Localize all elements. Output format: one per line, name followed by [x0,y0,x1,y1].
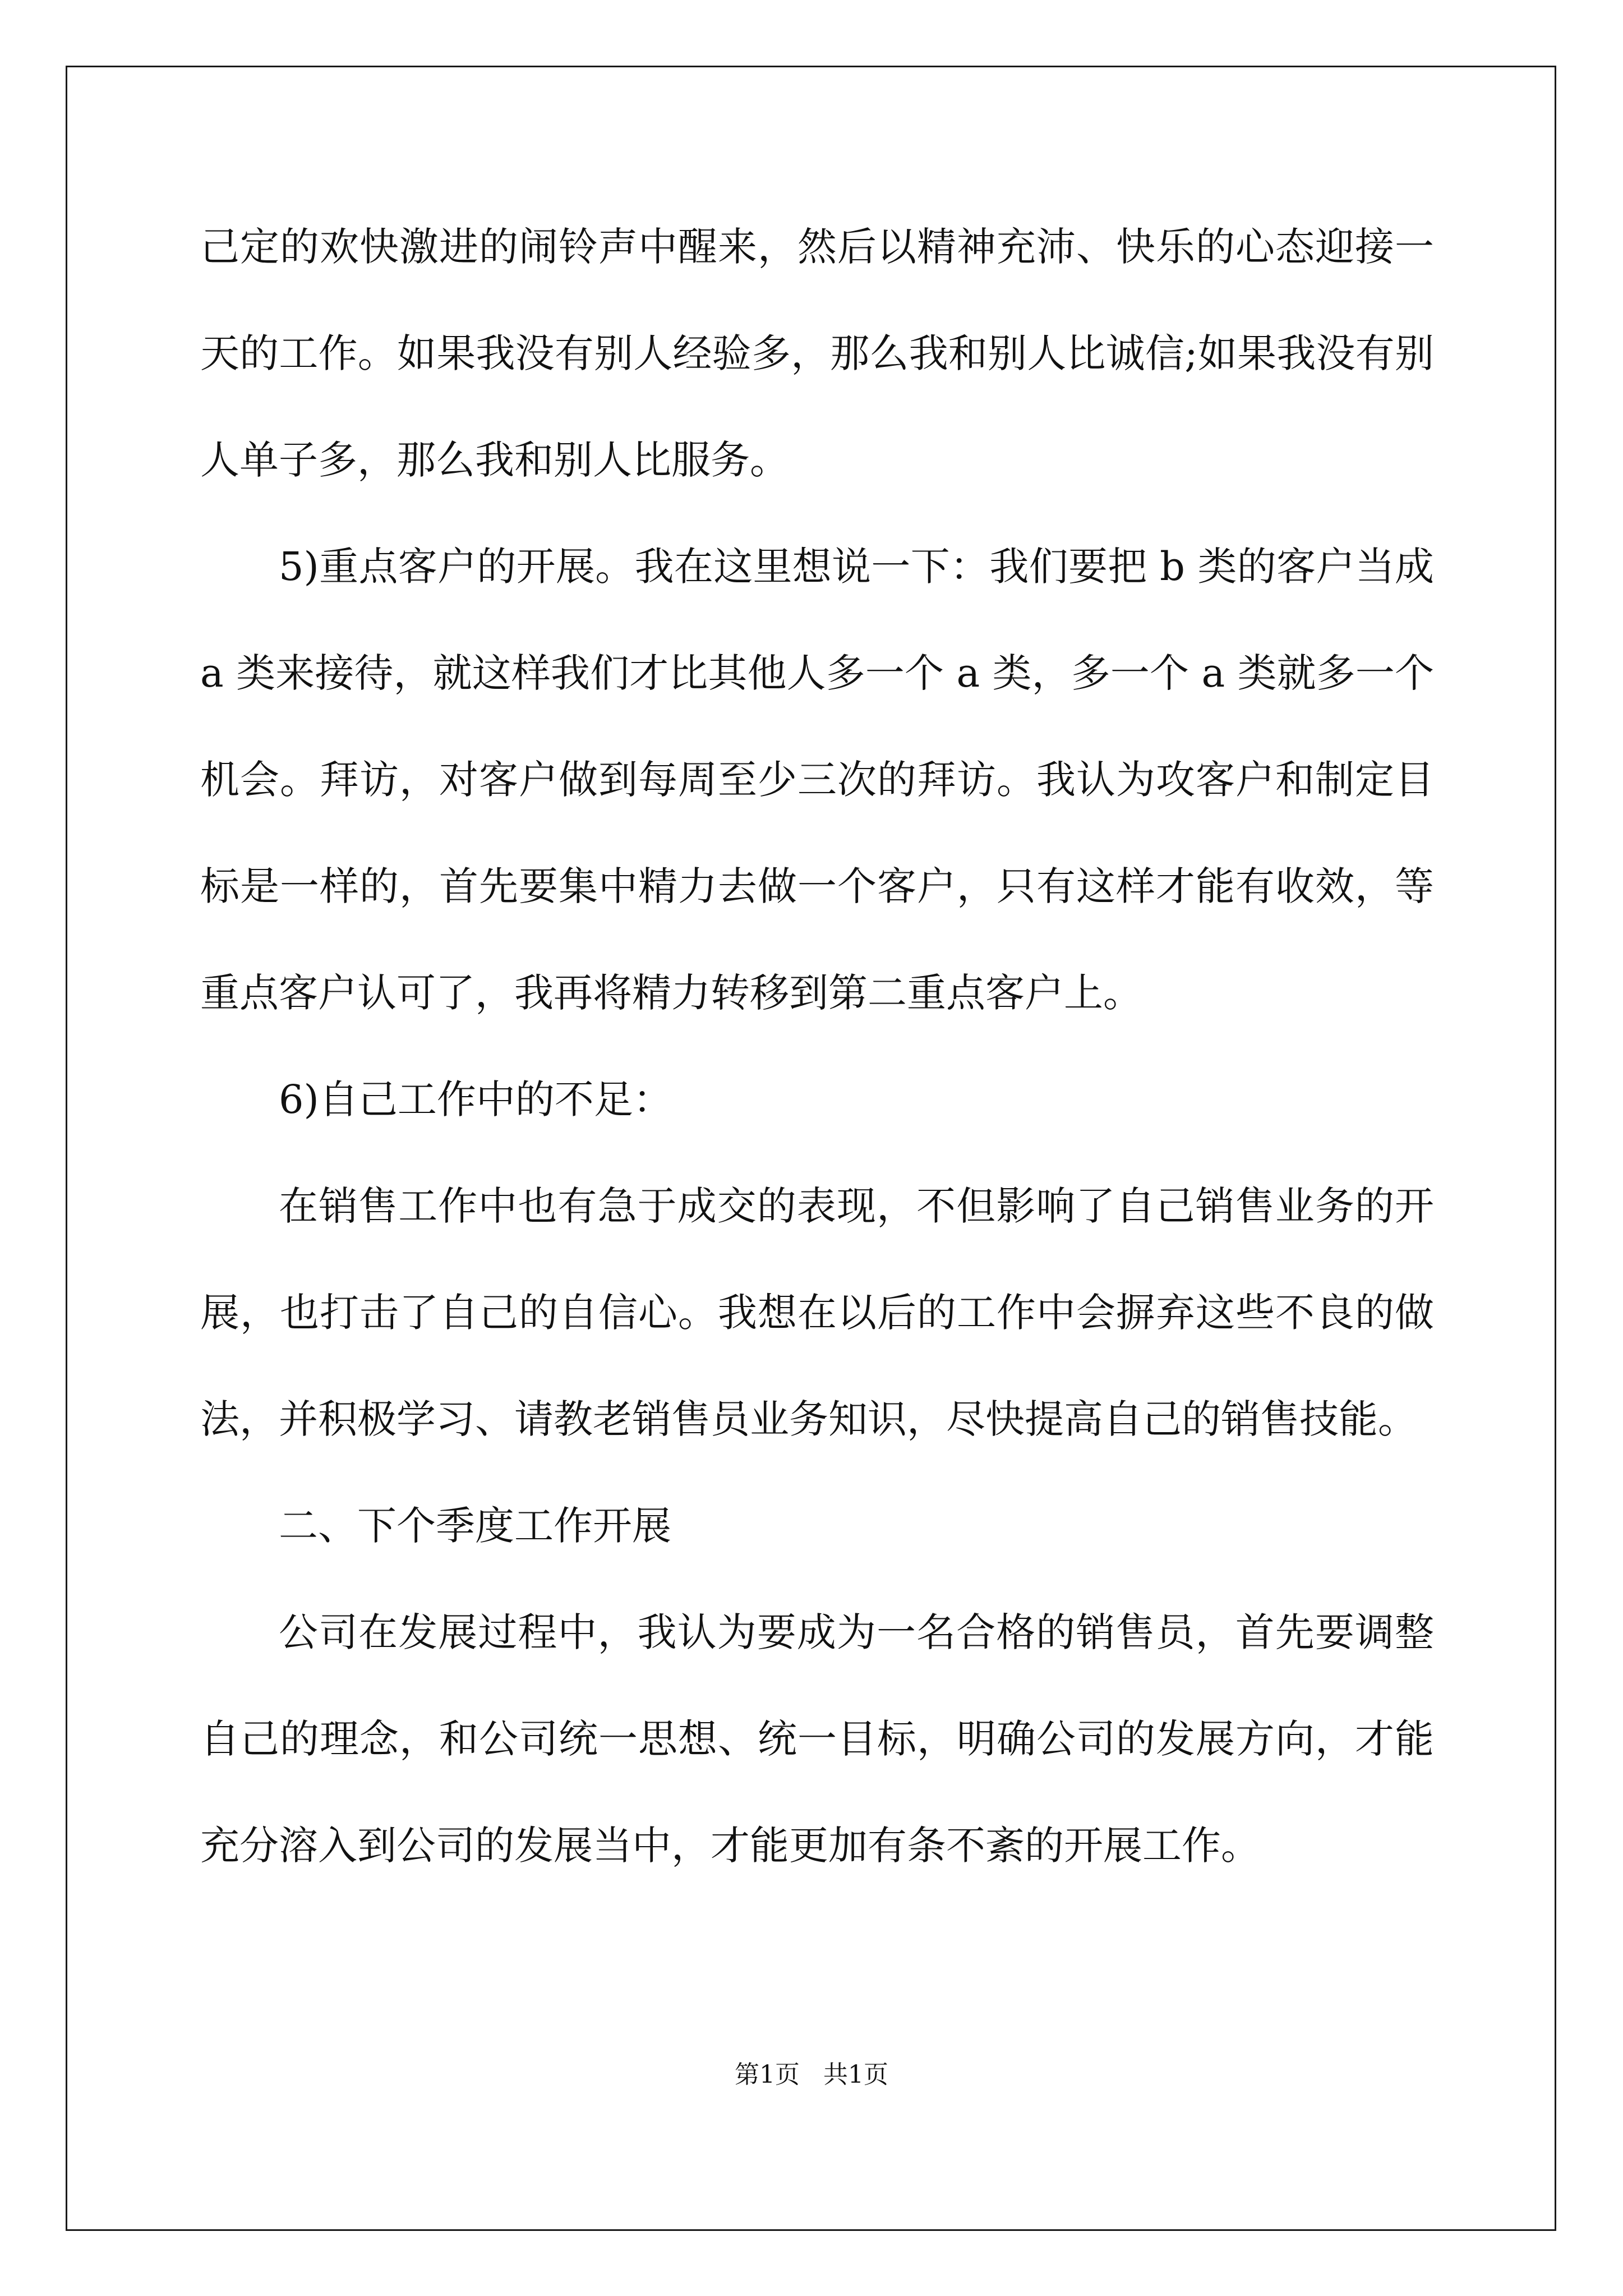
page-number: 第1页 [735,2060,800,2089]
paragraph: 在销售工作中也有急于成交的表现，不但影响了自己销售业务的开展，也打击了自己的自信心。我想在以后的工作中会摒弃这些不良的做法，并积极学习、请教老销售员业务知识，尽快提高自己的销售技能。 [200,1183,1434,1442]
page-total: 共1页 [823,2060,888,2089]
paragraph: 5)重点客户的开展。我在这里想说一下：我们要把 b 类的客户当成 a 类来接待，就这样我们才比其他人多一个 a 类，多一个 a 类就多一个机会。拜访，对客户做到每周至少三次的拜访。我认为攻客户和制定目标是一样的，首先要集中精力去做一个客户，只有这样才能有收效，等重点客户认可了，我再将精力转移到第二重点客户上。 [200,544,1434,1016]
section-heading: 二、下个季度工作开展 [279,1503,671,1549]
paragraph: 公司在发展过程中，我认为要成为一名合格的销售员，首先要调整自己的理念，和公司统一思想、统一目标，明确公司的发展方向，才能充分溶入到公司的发展当中，才能更加有条不紊的开展工作。 [200,1609,1434,1869]
paragraph: 6)自己工作中的不足： [279,1076,672,1122]
page-footer [0,2054,1623,2090]
document-body [200,194,1434,1899]
paragraph: 己定的欢快激进的闹铃声中醒来，然后以精神充沛、快乐的心态迎接一天的工作。如果我没有别人经验多，那么我和别人比诚信;如果我没有别人单子多，那么我和别人比服务。 [200,224,1434,483]
